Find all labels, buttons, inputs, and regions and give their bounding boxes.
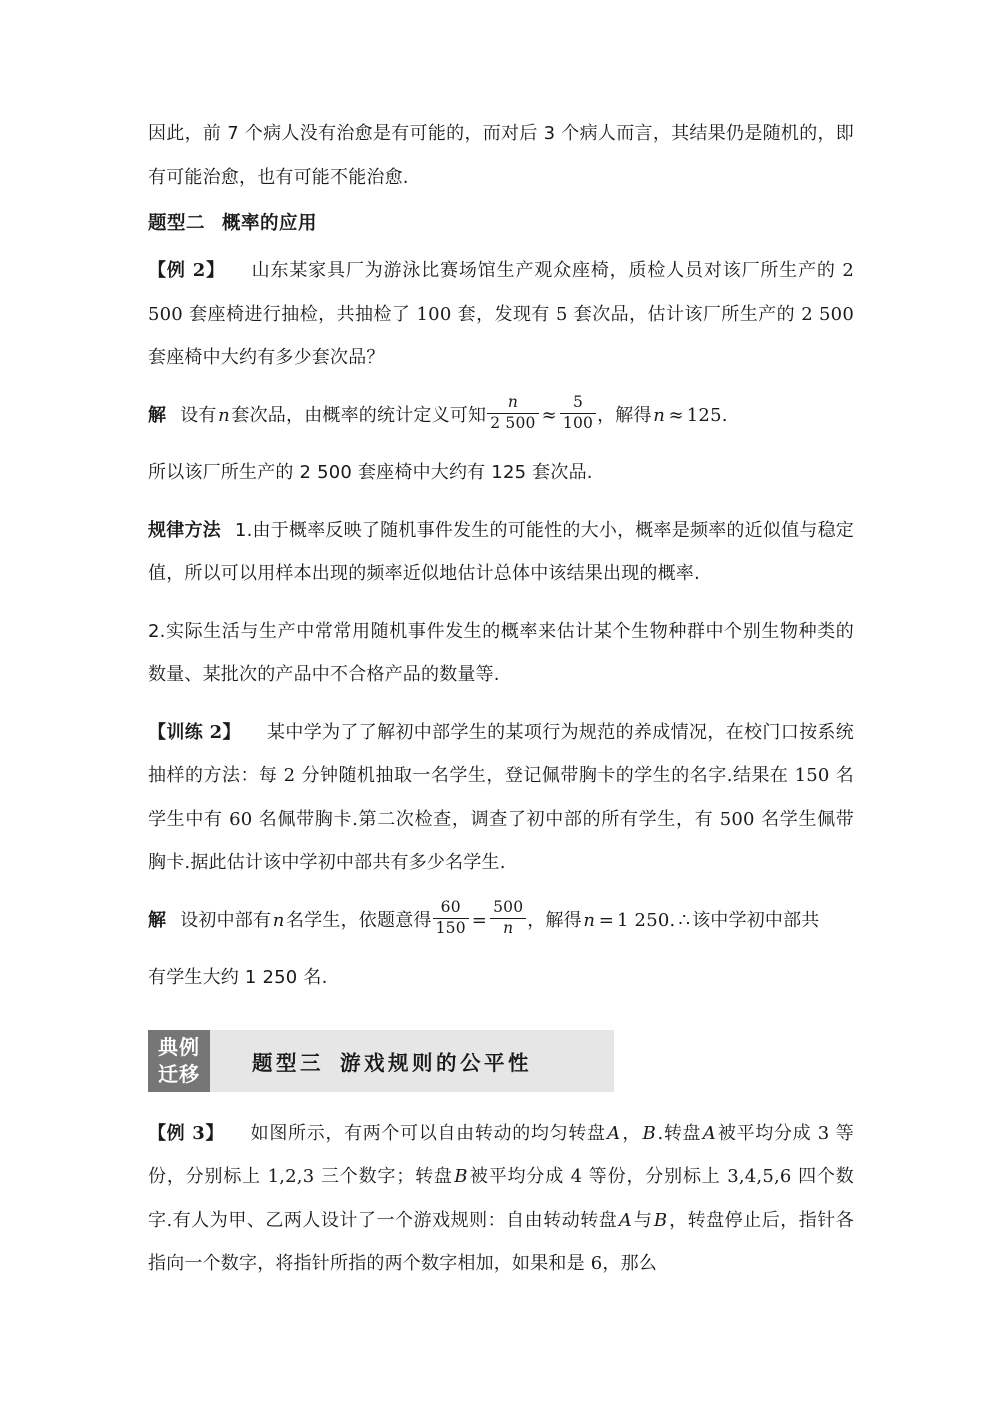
example3-text-part2: .转盘 — [657, 1122, 702, 1144]
banner-tab-dianli-qianyi — [148, 1030, 210, 1092]
training2-solution — [148, 899, 854, 943]
example3-paragraph — [148, 1112, 854, 1286]
example3-text-part3: 被平均分成 3 等份，分别标上 1,2,3 三个数字；转盘 — [148, 1122, 854, 1187]
training2-label: 【训练 2】 — [148, 721, 241, 743]
banner-title-text: 游戏规则的公平性 — [340, 1050, 532, 1075]
rule-method-item2: 2.实际生活与生产中常常用随机事件发生的概率来估计某个生物种群中个别生物种类的数量、某批次的产品中不合格产品的数量等. — [148, 620, 854, 685]
fraction-numerator: n — [507, 393, 518, 412]
training2-paragraph — [148, 711, 854, 885]
banner-title-label: 题型三 — [252, 1050, 324, 1075]
example3-text-part5: 与 — [633, 1209, 653, 1231]
solution-label: 解 — [148, 404, 167, 426]
disk-b-variable: B — [454, 1166, 468, 1187]
variable-n: n — [218, 404, 230, 426]
fraction-500-over-n — [490, 899, 526, 937]
approx-operator: ≈ — [541, 404, 557, 426]
example3-text-part1: 如图所示，有两个可以自由转动的均匀转盘 — [250, 1122, 606, 1144]
example2-text: 山东某家具厂为游泳比赛场馆生产观众座椅，质检人员对该厂所生产的 2 500 套座椅进行抽检，共抽检了 100 套，发现有 5 套次品，估计该厂所生产的 2 500 套座椅中大约有多少套次品？ — [148, 260, 854, 368]
rule-method-item1-text: 1.由于概率反映了随机事件发生的可能性的大小，概率是频率的近似值与稳定值，所以可以用样本出现的频率近似地估计总体中该结果出现的概率. — [148, 519, 854, 584]
fraction-denominator: 100 — [560, 413, 596, 432]
fraction-denominator: 150 — [433, 918, 469, 937]
equals-operator: = — [471, 909, 488, 931]
fraction-n-over-2500 — [487, 394, 538, 432]
disk-a-variable: A — [618, 1209, 632, 1231]
solution-label: 解 — [148, 909, 167, 931]
fraction-denominator: n — [490, 918, 526, 937]
example3-text-part6: ，转盘停止后，指针各指向一个数字，将指针所指的两个数字相加，如果和是 6，那么 — [148, 1209, 855, 1274]
solution-text-mid: 套次品，由概率的统计定义可知 — [231, 404, 487, 426]
type2-heading-title: 概率的应用 — [222, 213, 318, 234]
training2-text: 某中学为了了解初中部学生的某项行为规范的养成情况，在校门口按系统抽样的方法：每 2 分钟随机抽取一名学生，登记佩带胸卡的学生的名字.结果在 150 名学生中有 60 名佩带胸卡.第二次检查，调查了初中部的所有学生，有 500 名学生佩带胸卡.据此估计该中学初中部共有多少名学生. — [148, 721, 854, 873]
example2-paragraph — [148, 249, 854, 380]
example2-solution — [148, 394, 854, 438]
type2-heading — [148, 207, 854, 241]
solution-text-before: 设有 — [180, 404, 217, 426]
example2-label: 【例 2】 — [148, 260, 226, 281]
disk-a-variable: A — [607, 1122, 621, 1144]
disk-a-variable: A — [702, 1122, 716, 1144]
disk-b-variable: B — [653, 1209, 668, 1231]
result-variable-n: n — [583, 909, 596, 931]
result-value: 1 250. — [616, 909, 676, 931]
example3-text-part4: 被平均分成 4 等份，分别标上 3,4,5,6 四个数字.有人为甲、乙两人设计了一个游戏规则：自由转动转盘 — [148, 1166, 854, 1231]
disk-b-variable: B — [642, 1122, 656, 1144]
fraction-numerator: 5 — [572, 393, 584, 412]
intro-paragraph: 因此，前 7 个病人没有治愈是有可能的，而对后 3 个病人而言，其结果仍是随机的，即有可能治愈，也有可能不能治愈. — [148, 123, 854, 188]
solution-text-mid: 名学生，依题意得 — [286, 909, 432, 931]
fraction-60-over-150 — [433, 899, 469, 937]
section-banner — [148, 1030, 614, 1092]
banner-tab-line2: 迁移 — [158, 1061, 200, 1086]
banner-title — [252, 1046, 532, 1076]
result-value: 125. — [686, 404, 728, 426]
therefore-symbol: ∴ — [678, 909, 691, 931]
banner-tab-line1: 典例 — [158, 1034, 200, 1059]
example2-conclusion: 所以该厂所生产的 2 500 套座椅中大约有 125 套次品. — [148, 462, 593, 483]
fraction-5-over-100 — [560, 394, 596, 432]
fraction-denominator: 2 500 — [487, 413, 538, 432]
variable-n: n — [272, 909, 285, 931]
solution-text-after: ，解得 — [527, 909, 582, 931]
solution-text-before: 设初中部有 — [180, 909, 272, 931]
solution-text-after: ，解得 — [597, 404, 652, 426]
rule-method-item1 — [148, 509, 854, 596]
rule-method-label: 规律方法 — [148, 519, 221, 541]
page-content — [148, 112, 854, 1286]
example3-separator: ， — [621, 1122, 642, 1144]
result-operator: = — [598, 909, 614, 931]
type2-heading-label: 题型二 — [148, 213, 206, 234]
result-operator: ≈ — [668, 404, 684, 426]
fraction-numerator: 500 — [493, 898, 524, 917]
example3-label: 【例 3】 — [148, 1122, 225, 1144]
training2-conclusion-inline: 该中学初中部共 — [692, 909, 820, 931]
fraction-numerator: 60 — [440, 898, 461, 917]
result-variable-n: n — [653, 404, 665, 426]
training2-conclusion: 有学生大约 1 250 名. — [148, 967, 328, 988]
